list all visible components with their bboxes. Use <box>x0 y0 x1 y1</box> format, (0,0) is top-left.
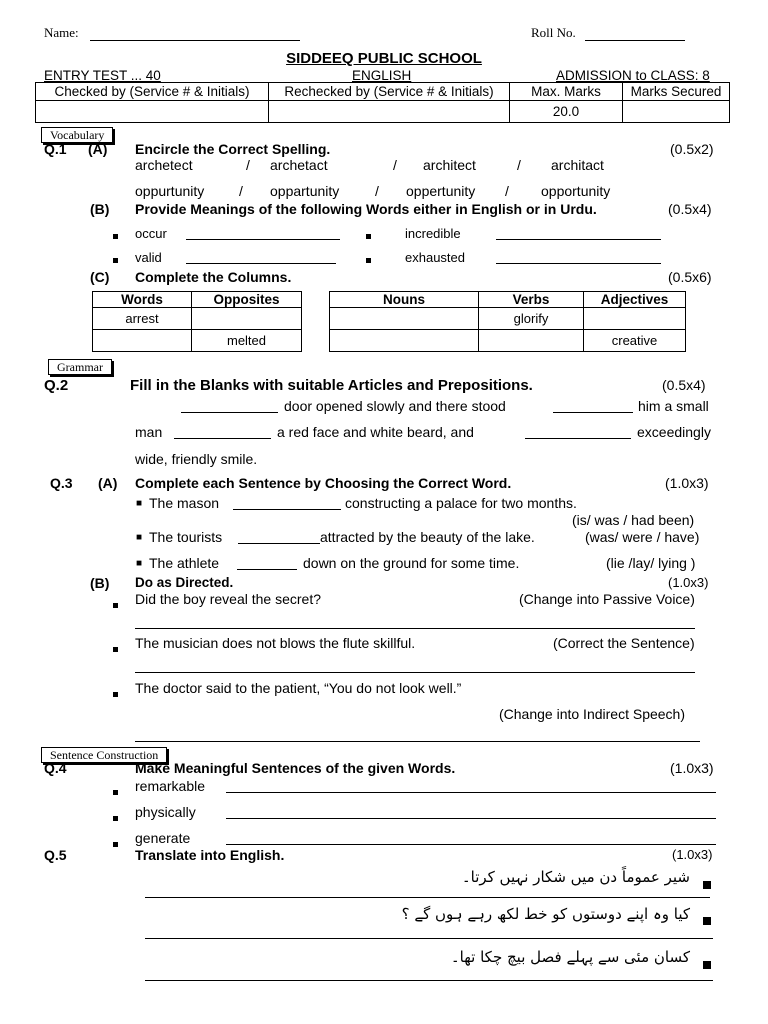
answer-line[interactable] <box>145 897 710 898</box>
table-cell: arrest <box>93 308 192 330</box>
word-options: (lie /lay/ lying ) <box>606 555 696 571</box>
sentence-text: The mason <box>149 495 220 511</box>
table-cell-blank[interactable] <box>93 330 192 352</box>
marks-secured-header: Marks Secured <box>623 83 730 101</box>
meaning-word: exhausted <box>405 250 465 265</box>
table-cell: melted <box>192 330 302 352</box>
separator: / <box>505 183 509 199</box>
direction: (Change into Indirect Speech) <box>499 706 685 722</box>
directed-sentence: Did the boy reveal the secret? <box>135 591 321 607</box>
answer-line[interactable] <box>226 818 716 819</box>
q3a-label: (A) <box>98 475 118 491</box>
q3b-marks: (1.0x3) <box>668 575 709 590</box>
answer-line[interactable] <box>226 792 716 793</box>
q3b-title: Do as Directed. <box>135 575 234 590</box>
meaning-word: occur <box>135 226 167 241</box>
direction: (Correct the Sentence) <box>553 635 695 651</box>
spelling-option[interactable]: oppertunity <box>406 183 476 199</box>
fill-blank[interactable] <box>237 569 297 570</box>
q1b-marks: (0.5x4) <box>668 201 712 217</box>
rechecked-by-header: Rechecked by (Service # & Initials) <box>269 83 510 101</box>
separator: / <box>375 183 379 199</box>
meaning-word: incredible <box>405 226 461 241</box>
fill-blank[interactable] <box>525 438 631 439</box>
table-cell-blank[interactable] <box>192 308 302 330</box>
sentence-text: The athlete <box>149 555 220 571</box>
marks-table <box>35 82 730 123</box>
sentence-text: The tourists <box>149 529 223 545</box>
spelling-option[interactable]: architact <box>551 157 604 173</box>
bullet-icon <box>113 250 118 266</box>
sentence-construction-section-label: Sentence Construction <box>41 747 167 763</box>
spelling-option[interactable]: architect <box>423 157 476 173</box>
bullet-icon <box>113 684 118 700</box>
passage-text: a red face and white beard, and <box>277 424 474 440</box>
q2-title: Fill in the Blanks with suitable Articles and Prepositions. <box>130 377 533 394</box>
q1b-title: Provide Meanings of the following Words either in English or in Urdu. <box>135 201 597 217</box>
verbs-header: Verbs <box>479 292 584 308</box>
meaning-answer-line[interactable] <box>186 263 336 264</box>
bullet-icon <box>113 595 118 611</box>
direction: (Change into Passive Voice) <box>519 591 695 607</box>
bullet-icon <box>703 912 711 928</box>
q1c-marks: (0.5x6) <box>668 269 712 285</box>
marks-secured-cell[interactable] <box>623 101 730 123</box>
q1c-label: (C) <box>90 269 110 285</box>
max-marks-header: Max. Marks <box>510 83 623 101</box>
nouns-header: Nouns <box>330 292 479 308</box>
bullet-icon <box>113 782 118 798</box>
q3b-label: (B) <box>90 575 110 591</box>
q4-number: Q.4 <box>44 760 67 776</box>
meaning-word: valid <box>135 250 162 265</box>
q1a-marks: (0.5x2) <box>670 141 714 157</box>
bullet-icon <box>113 808 118 824</box>
max-marks-value: 20.0 <box>510 101 623 123</box>
spelling-option[interactable]: oppurtunity <box>135 183 205 199</box>
urdu-sentence: شیر عموماً دن میں شکار نہیں کرتا۔ <box>461 868 690 886</box>
spelling-option[interactable]: archetect <box>135 157 193 173</box>
bullet-icon <box>703 876 711 892</box>
words-opposites-table <box>92 291 302 352</box>
urdu-sentence: کسان مئی سے پہلے فصل بیچ چکا تھا۔ <box>450 948 690 966</box>
q5-marks: (1.0x3) <box>672 847 713 862</box>
grammar-section-label: Grammar <box>48 359 112 375</box>
spelling-option[interactable]: opportunity <box>541 183 611 199</box>
table-cell-blank[interactable] <box>330 330 479 352</box>
answer-line[interactable] <box>226 844 716 845</box>
entry-test: ENTRY TEST ... 40 <box>44 68 161 83</box>
fill-blank[interactable] <box>553 412 633 413</box>
q4-title: Make Meaningful Sentences of the given Words. <box>135 760 456 776</box>
bullet-icon: ■ <box>136 498 143 509</box>
answer-line[interactable] <box>135 628 695 629</box>
answer-line[interactable] <box>135 741 700 742</box>
meaning-answer-line[interactable] <box>496 239 661 240</box>
q4-marks: (1.0x3) <box>670 760 714 776</box>
table-cell-blank[interactable] <box>584 308 686 330</box>
admission-class: ADMISSION to CLASS: 8 <box>556 68 710 83</box>
q3a-title: Complete each Sentence by Choosing the Correct Word. <box>135 475 512 491</box>
urdu-sentence: کیا وہ اپنے دوستوں کو خط لکھ رہے ہوں گے ؟ <box>401 905 690 923</box>
word-options: (is/ was / had been) <box>572 512 695 528</box>
subject-title: ENGLISH <box>352 68 412 83</box>
vocabulary-section-label: Vocabulary <box>41 127 113 143</box>
sentence-word: physically <box>135 804 196 820</box>
answer-line[interactable] <box>145 938 713 939</box>
sentence-text: attracted by the beauty of the lake. <box>320 529 535 545</box>
fill-blank[interactable] <box>238 543 320 544</box>
bullet-icon: ■ <box>136 558 143 569</box>
spelling-option[interactable]: archetact <box>270 157 328 173</box>
q1a-title: Encircle the Correct Spelling. <box>135 141 331 157</box>
q3a-marks: (1.0x3) <box>665 475 709 491</box>
q5-number: Q.5 <box>44 847 67 863</box>
sentence-word: remarkable <box>135 778 206 794</box>
roll-field[interactable] <box>585 40 685 41</box>
q1c-title: Complete the Columns. <box>135 269 292 285</box>
bullet-icon <box>366 250 371 266</box>
rechecked-by-cell[interactable] <box>269 101 510 123</box>
fill-blank[interactable] <box>233 509 341 510</box>
roll-label: Roll No. <box>531 25 576 40</box>
sentence-word: generate <box>135 830 191 846</box>
passage-text: him a small <box>638 398 709 414</box>
fill-blank[interactable] <box>174 438 271 439</box>
fill-blank[interactable] <box>181 412 278 413</box>
name-field[interactable] <box>90 40 300 41</box>
bullet-icon <box>366 226 371 242</box>
directed-sentence: The musician does not blows the flute skillful. <box>135 635 416 651</box>
nouns-verbs-adjectives-table <box>329 291 686 352</box>
sentence-text: down on the ground for some time. <box>303 555 520 571</box>
q1a-label: (A) <box>88 141 108 157</box>
meaning-answer-line[interactable] <box>186 239 340 240</box>
passage-text: wide, friendly smile. <box>135 451 258 467</box>
answer-line[interactable] <box>145 980 713 981</box>
q3-number: Q.3 <box>50 475 73 491</box>
answer-line[interactable] <box>135 672 695 673</box>
separator: / <box>246 157 250 173</box>
words-header: Words <box>93 292 192 308</box>
table-cell: creative <box>584 330 686 352</box>
checked-by-cell[interactable] <box>36 101 269 123</box>
bullet-icon <box>113 834 118 850</box>
adjectives-header: Adjectives <box>584 292 686 308</box>
separator: / <box>393 157 397 173</box>
sentence-text: constructing a palace for two months. <box>345 495 577 511</box>
bullet-icon: ■ <box>136 532 143 543</box>
q1-number: Q.1 <box>44 141 67 157</box>
meaning-answer-line[interactable] <box>496 263 661 264</box>
spelling-option[interactable]: oppartunity <box>270 183 340 199</box>
bullet-icon <box>113 639 118 655</box>
separator: / <box>239 183 243 199</box>
word-options: (was/ were / have) <box>585 529 700 545</box>
checked-by-header: Checked by (Service # & Initials) <box>36 83 269 101</box>
table-cell: glorify <box>479 308 584 330</box>
passage-text: door opened slowly and there stood <box>284 398 506 414</box>
opposites-header: Opposites <box>192 292 302 308</box>
q1b-label: (B) <box>90 201 110 217</box>
name-label: Name: <box>44 25 79 40</box>
table-cell-blank[interactable] <box>479 330 584 352</box>
table-cell-blank[interactable] <box>330 308 479 330</box>
passage-text: exceedingly <box>637 424 711 440</box>
bullet-icon <box>113 226 118 242</box>
school-title: SIDDEEQ PUBLIC SCHOOL <box>286 50 482 67</box>
q5-title: Translate into English. <box>135 847 285 863</box>
passage-text: man <box>135 424 163 440</box>
directed-sentence: The doctor said to the patient, “You do not look well.” <box>135 680 462 696</box>
bullet-icon <box>703 956 711 972</box>
separator: / <box>517 157 521 173</box>
q2-marks: (0.5x4) <box>662 377 706 393</box>
q2-number: Q.2 <box>44 377 69 394</box>
